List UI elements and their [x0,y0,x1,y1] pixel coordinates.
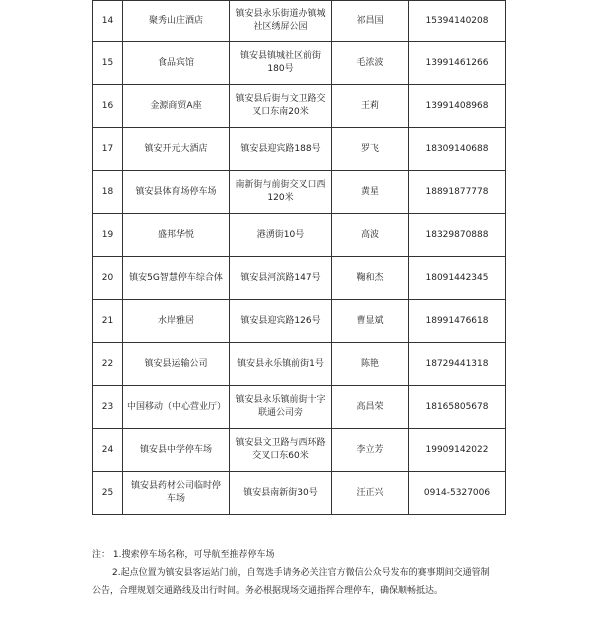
contact-phone: 18165805678 [409,386,506,429]
parking-name: 镇安开元大酒店 [123,128,230,171]
notes [92,546,512,600]
note-line-2: 2.起点位置为镇安县客运站门前，自驾选手请务必关注官方微信公众号发布的赛事期间交通管制 [112,568,490,578]
parking-address: 镇安县后街与文卫路交叉口东南20米 [230,85,332,128]
row-number: 16 [93,85,123,128]
table-row [93,171,506,214]
parking-name: 盛邦华悦 [123,214,230,257]
table-row [93,429,506,472]
row-number: 18 [93,171,123,214]
contact-person: 王莉 [332,85,409,128]
contact-phone: 13991408968 [409,85,506,128]
contact-person: 李立芳 [332,429,409,472]
table-row [93,300,506,343]
parking-name: 镇安县中学停车场 [123,429,230,472]
table-row [93,386,506,429]
parking-name: 水岸雅居 [123,300,230,343]
row-number: 25 [93,472,123,515]
parking-table-body [93,1,506,515]
contact-phone: 18309140688 [409,128,506,171]
row-number: 20 [93,257,123,300]
parking-address: 南新街与前街交叉口西120米 [230,171,332,214]
row-number: 14 [93,1,123,42]
parking-address: 镇安县文卫路与西环路交叉口东60米 [230,429,332,472]
row-number: 21 [93,300,123,343]
contact-phone: 18091442345 [409,257,506,300]
parking-name: 食品宾馆 [123,42,230,85]
row-number: 15 [93,42,123,85]
parking-address: 镇安县永乐镇前街十字联通公司旁 [230,386,332,429]
parking-name: 中国移动（中心营业厅） [123,386,230,429]
parking-name: 镇安5G智慧停车综合体 [123,257,230,300]
contact-person: 高波 [332,214,409,257]
parking-name: 金源商贸A座 [123,85,230,128]
parking-address: 镇安县永乐镇前街1号 [230,343,332,386]
contact-phone: 18729441318 [409,343,506,386]
parking-name: 镇安县体育场停车场 [123,171,230,214]
note-line-1: 注： 1.搜索停车场名称，可导航至推荐停车场 [92,550,275,560]
contact-phone: 13991461266 [409,42,506,85]
contact-person: 汪正兴 [332,472,409,515]
contact-person: 高昌荣 [332,386,409,429]
contact-phone: 18329870888 [409,214,506,257]
contact-person: 陈艳 [332,343,409,386]
parking-address: 镇安县永乐街道办镇城社区绣屏公园 [230,1,332,42]
table-row [93,257,506,300]
contact-person: 黄星 [332,171,409,214]
note-line-3: 公告，合理规划交通路线及出行时间。务必根据现场交通指挥合理停车，确保顺畅抵达。 [92,586,444,596]
parking-name: 镇安县运输公司 [123,343,230,386]
parking-table [92,0,506,515]
table-row [93,128,506,171]
contact-person: 曹显斌 [332,300,409,343]
row-number: 24 [93,429,123,472]
parking-address: 镇安县镇城社区前街180号 [230,42,332,85]
parking-name: 镇安县药材公司临时停车场 [123,472,230,515]
table-row [93,1,506,42]
table-row [93,42,506,85]
contact-phone: 18891877778 [409,171,506,214]
table-row [93,343,506,386]
contact-person: 毛浓波 [332,42,409,85]
contact-phone: 15394140208 [409,1,506,42]
table-row [93,214,506,257]
contact-phone: 19909142022 [409,429,506,472]
row-number: 17 [93,128,123,171]
parking-address: 镇安县河滨路147号 [230,257,332,300]
row-number: 23 [93,386,123,429]
parking-name: 聚秀山庄酒店 [123,1,230,42]
parking-address: 镇安县迎宾路126号 [230,300,332,343]
parking-address: 港湧街10号 [230,214,332,257]
contact-person: 鞠和杰 [332,257,409,300]
parking-address: 镇安县南新街30号 [230,472,332,515]
contact-person: 祁昌国 [332,1,409,42]
parking-address: 镇安县迎宾路188号 [230,128,332,171]
row-number: 22 [93,343,123,386]
table-row [93,472,506,515]
table-row [93,85,506,128]
contact-phone: 18991476618 [409,300,506,343]
row-number: 19 [93,214,123,257]
contact-person: 罗飞 [332,128,409,171]
contact-phone: 0914-5327006 [409,472,506,515]
